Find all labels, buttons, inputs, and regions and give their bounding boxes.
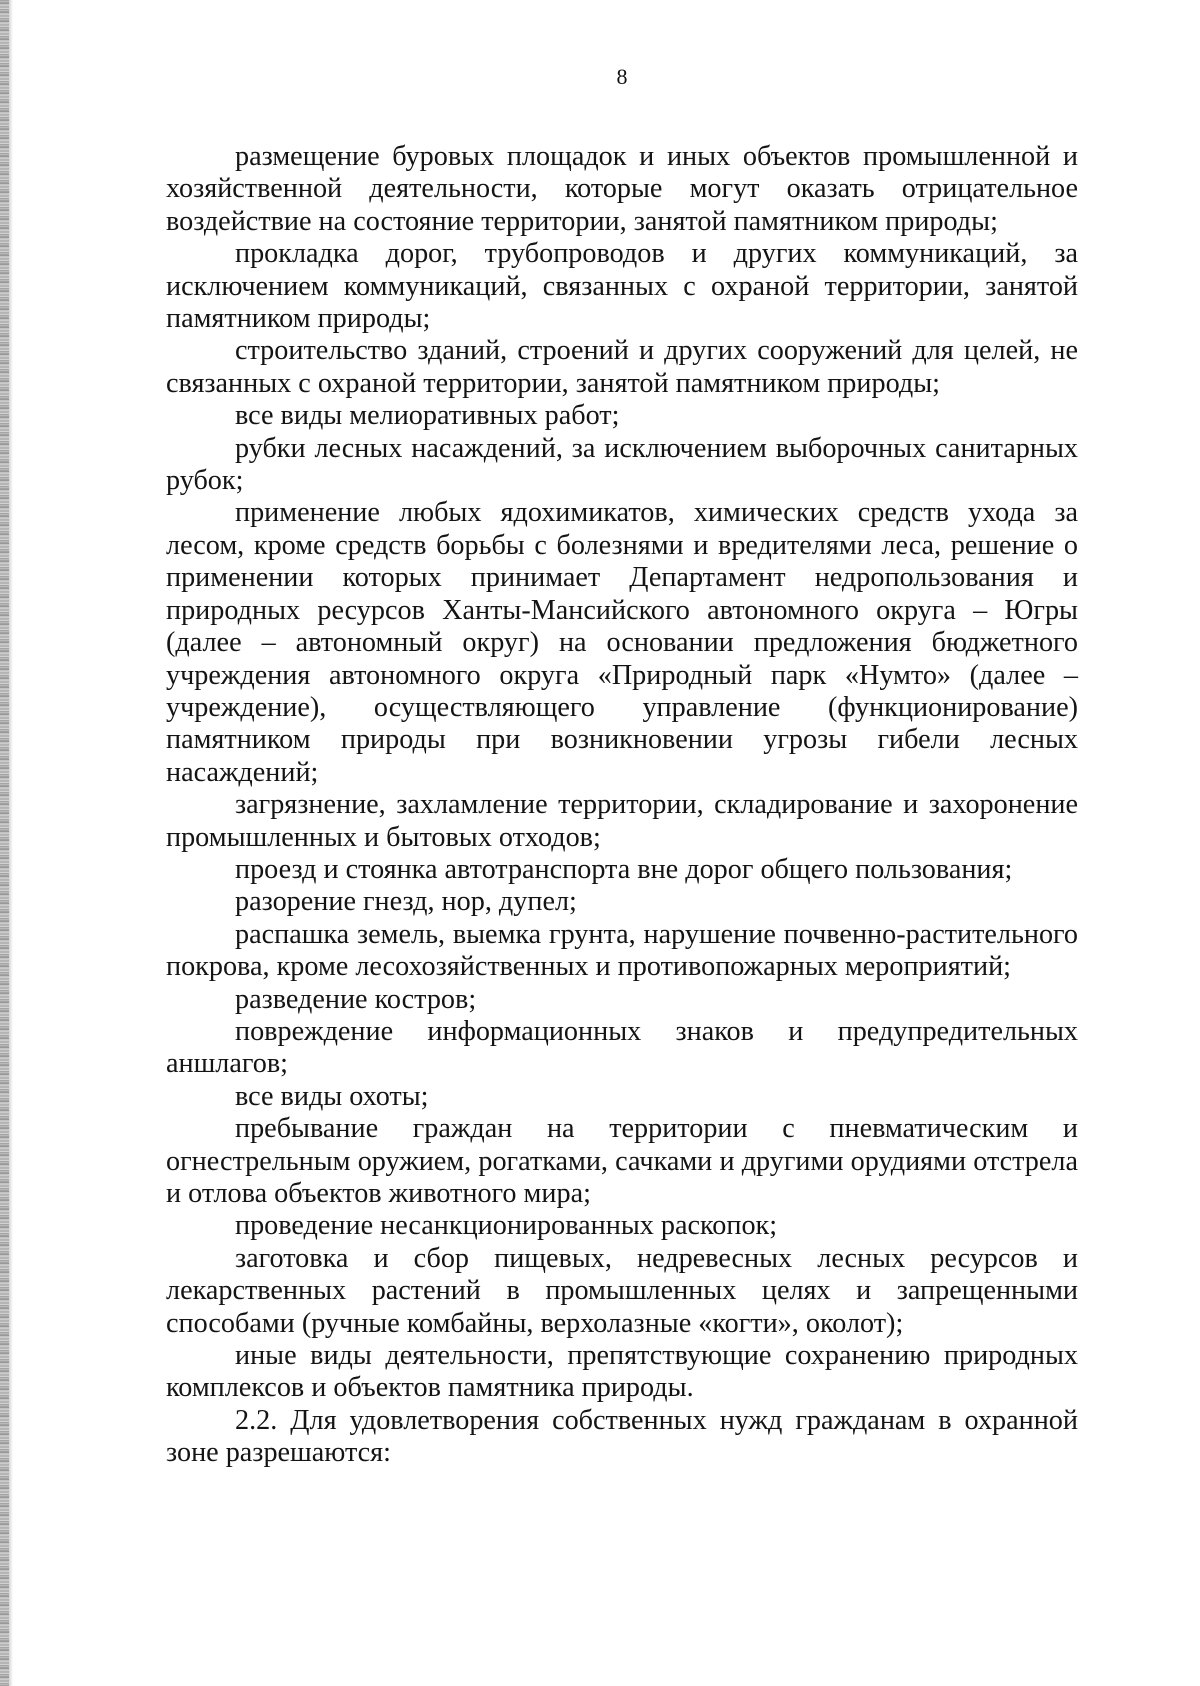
paragraph: повреждение информационных знаков и предупредительных аншлагов; [166,1015,1078,1080]
paragraph: проезд и стоянка автотранспорта вне дорог общего пользования; [235,853,1013,885]
paragraph: пребывание граждан на территории с пневматическим и огнестрельным оружием, рогатками, сачками и другими орудиями отстрела и отлова объектов животного мира; [166,1113,1078,1209]
paragraph: 2.2. Для удовлетворения собственных нужд гражданам в охранной зоне разрешаются: [166,1404,1078,1469]
paragraph: распашка земель, выемка грунта, нарушение почвенно-растительного покрова, кроме лесохозяйственных и противопожарных мероприятий; [166,918,1078,983]
page-number: 8 [616,64,628,89]
paragraph: прокладка дорог, трубопроводов и других коммуникаций, за исключением коммуникаций, связанных с охраной территории, занятой памятником природы; [166,238,1078,335]
paragraph: иные виды деятельности, препятствующие сохранению природных комплексов и объектов памятника природы. [166,1340,1078,1404]
paragraph: строительство зданий, строений и других сооружений для целей, не связанных с охраной территории, занятой памятником природы; [166,335,1078,399]
scan-edge-shadow [9,0,13,1686]
paragraph: все виды охоты; [235,1080,429,1112]
document-body [166,141,1078,1470]
paragraph: загрязнение, захламление территории, складирование и захоронение промышленных и бытовых отходов; [166,789,1078,853]
paragraph: рубки лесных насаждений, за исключением выборочных санитарных рубок; [166,432,1078,497]
paragraph: разорение гнезд, нор, дупел; [235,886,577,918]
paragraph: проведение несанкционированных раскопок; [235,1210,778,1242]
paragraph: разведение костров; [235,983,477,1015]
paragraph: применение любых ядохимикатов, химических средств ухода за лесом, кроме средств борьбы с болезнями и вредителями леса, решение о применении которых принимает Департамент недропользования и природных ресурсов Ханты-Мансийского автономного округа – Югры (далее – автономный округ) на основании предложения бюджетного учреждения автономного округа «Природный парк «Нумто» (далее – учреждение), осуществляющего управление (функционирование) памятником природы при возникновении угрозы гибели лесных насаждений; [166,497,1078,788]
paragraph: все виды мелиоративных работ; [235,400,620,432]
paragraph: заготовка и сбор пищевых, недревесных лесных ресурсов и лекарственных растений в промышленных целях и запрещенными способами (ручные комбайны, верхолазные «когти», околот); [166,1242,1078,1339]
scan-edge [0,0,9,1686]
paragraph: размещение буровых площадок и иных объектов промышленной и хозяйственной деятельности, которые могут оказать отрицательное воздействие на состояние территории, занятой памятником природы; [166,141,1078,237]
